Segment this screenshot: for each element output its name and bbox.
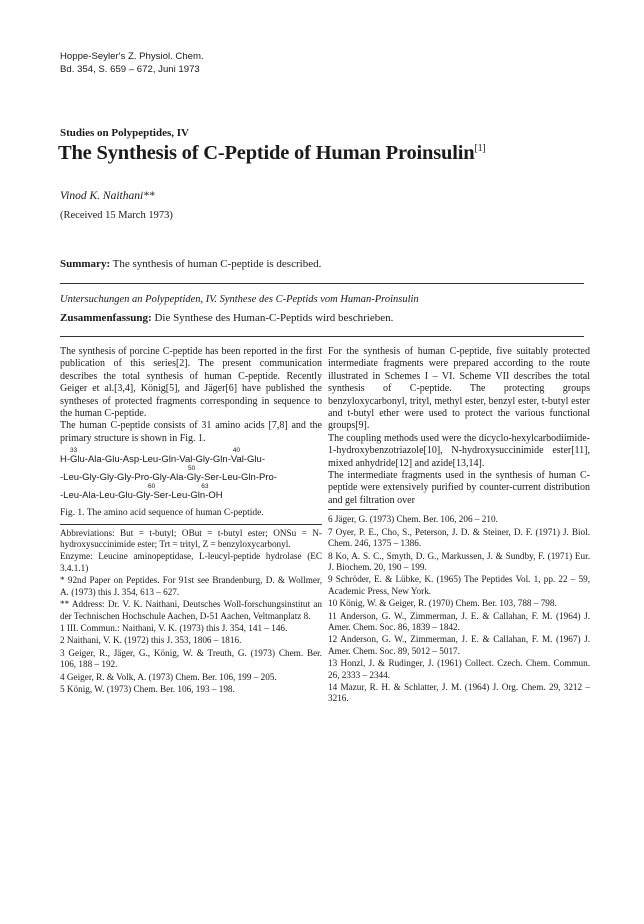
footnote: 4 Geiger, R. & Volk, A. (1973) Chem. Ber. 106, 199 – 205. <box>60 671 277 682</box>
journal-line-2: Bd. 354, S. 659 – 672, Juni 1973 <box>60 64 200 75</box>
sequence-number: 33 <box>70 447 78 455</box>
reference: 13 Honzl, J. & Rudinger, J. (1961) Collect. Czech. Chem. Commun. 26, 2333 – 2344. <box>328 658 590 680</box>
sequence-number: 63 <box>201 483 209 491</box>
series-title: Studies on Polypeptides, IV <box>60 127 189 139</box>
divider-rule <box>60 283 584 284</box>
amino-acid-sequence <box>60 447 322 501</box>
body-paragraph: The intermediate fragments used in the synthesis of human C-peptide were extensively purified by counter-current distribution and gel filtration over <box>328 470 590 506</box>
sequence-numbers <box>60 447 240 454</box>
article-title-text: The Synthesis of C-Peptide of Human Proinsulin <box>58 142 475 164</box>
reference: 11 Anderson, G. W., Zimmerman, J. E. & Callahan, F. M. (1964) J. Amer. Chem. Soc. 86, 1839 – 1842. <box>328 610 590 632</box>
sequence-line: -Leu-Gly-Gly-Gly-Pro-Gly-Ala-Gly-Ser-Leu-Gln-Pro- <box>60 472 277 484</box>
sequence-number: 60 <box>148 483 156 491</box>
footnote: Enzyme: Leucine aminopeptidase, L-leucyl-peptide hydrolase (EC 3.4.1.1) <box>60 551 322 573</box>
reference: 6 Jäger, G. (1973) Chem. Ber. 106, 206 – 210. <box>328 514 498 525</box>
references <box>328 514 590 705</box>
footnote-rule <box>328 509 378 510</box>
footnote-rule <box>60 524 322 525</box>
body-paragraph: The human C-peptide consists of 31 amino acids [7,8] and the primary structure is shown in Fig. 1. <box>60 420 322 444</box>
figure-caption: Fig. 1. The amino acid sequence of human C-peptide. <box>60 508 264 519</box>
reference: 10 König, W. & Geiger, R. (1970) Chem. Ber. 103, 788 – 798. <box>328 598 557 609</box>
footnote: 2 Naithani, V. K. (1972) this J. 353, 1806 – 1816. <box>60 635 242 646</box>
title-reference: [1] <box>474 143 486 155</box>
sequence-line: -Leu-Ala-Leu-Glu-Gly-Ser-Leu-Gln-OH <box>60 490 223 502</box>
summary-label: Summary: <box>60 258 111 270</box>
left-column <box>60 346 322 696</box>
footnote: 3 Geiger, R., Jäger, G., König, W. & Treuth, G. (1973) Chem. Ber. 106, 188 – 192. <box>60 647 322 670</box>
sequence-number: 50 <box>188 465 196 473</box>
zusammenfassung <box>60 312 393 324</box>
footnote: ** Address: Dr. V. K. Naithani, Deutsches Woll-forschungsinstitut an der Technischen Hochschule Aachen, D-51 Aachen, Veltmanplatz 8. <box>60 599 322 621</box>
reference: 14 Mazur, R. H. & Schlatter, J. M. (1964) J. Org. Chem. 29, 3212 – 3216. <box>328 681 590 704</box>
footnote: 5 König, W. (1973) Chem. Ber. 106, 193 – 198. <box>60 683 235 694</box>
divider-rule <box>60 336 584 337</box>
author: Vinod K. Naithani** <box>60 190 155 202</box>
sequence-number: 40 <box>232 447 240 455</box>
reference: 7 Oyer, P. E., Cho, S., Peterson, J. D. & Steiner, D. F. (1971) J. Biol. Chem. 246, 1375 – 1386. <box>328 526 590 549</box>
summary <box>60 258 321 270</box>
reference: 8 Ko, A. S. C., Smyth, D. G., Markussen, J. & Sundby, F. (1971) Eur. J. Biochem. 20, 190 – 199. <box>328 550 590 572</box>
body-paragraph: For the synthesis of human C-peptide, five suitably protected intermediate fragments were prepared according to the route illustrated in Schemes I – VI. Scheme VII describes the total synthesis of C-peptide. The protecting groups benzyloxycarbonyl, trityl, methyl ester, benzyl ester, t-butyl ester and t-butyl ether were used to protect the various functional groups[9]. <box>328 346 590 432</box>
received-date: (Received 15 March 1973) <box>60 210 173 221</box>
summary-text: The synthesis of human C-peptide is described. <box>112 258 322 270</box>
journal-citation <box>60 50 204 76</box>
footnotes <box>60 528 322 696</box>
right-column <box>328 346 590 706</box>
footnote: * 92nd Paper on Peptides. For 91st see Brandenburg, D. & Wollmer, A. (1973) this J. 354, 613 – 627. <box>60 575 322 597</box>
reference: 12 Anderson, G. W., Zimmerman, J. E. & Callahan, F. M. (1967) J. Amer. Chem. Soc. 89, 5012 – 5017. <box>328 634 590 656</box>
body-paragraph: The coupling methods used were the dicyclo-hexylcarbodiimide-1-hydroxybenzotriazole[10], N-hydroxysuccinimide ester[11], mixed anhydride[12] and azide[13,14]. <box>328 432 590 469</box>
sequence-numbers <box>60 483 322 490</box>
body-paragraph: The synthesis of porcine C-peptide has been reported in the first publication of this series[2]. The present communication describes the total synthesis of human C-peptide. Recently Geiger et al.[3,4], König[5], and Jäger[6] have published the syntheses of protected fragments corresponding in sequence to the human C-peptide. <box>60 346 322 420</box>
journal-line-1: Hoppe-Seyler's Z. Physiol. Chem. <box>60 51 204 62</box>
german-title: Untersuchungen an Polypeptiden, IV. Synthese des C-Peptids vom Human-Proinsulin <box>60 294 419 305</box>
sequence-line: H-Glu-Ala-Glu-Asp-Leu-Gln-Val-Gly-Gln-Val-Glu- <box>60 454 265 466</box>
article-title <box>58 142 486 165</box>
footnote: 1 III. Commun.: Naithani, V. K. (1973) this J. 354, 141 – 146. <box>60 622 288 633</box>
footnote: Abbreviations: But = t-butyl; OBut = t-butyl ester; ONSu = N-hydroxysuccinimide ester; Trt = trityl, Z = benzyloxycarbonyl. <box>60 527 322 550</box>
reference: 9 Schröder, E. & Lübke, K. (1965) The Peptides Vol. 1, pp. 22 – 59, Academic Press, New York. <box>328 574 590 596</box>
zusammenfassung-text: Die Synthese des Human-C-Peptids wird beschrieben. <box>154 312 394 324</box>
zusammenfassung-label: Zusammenfassung: <box>60 312 152 324</box>
